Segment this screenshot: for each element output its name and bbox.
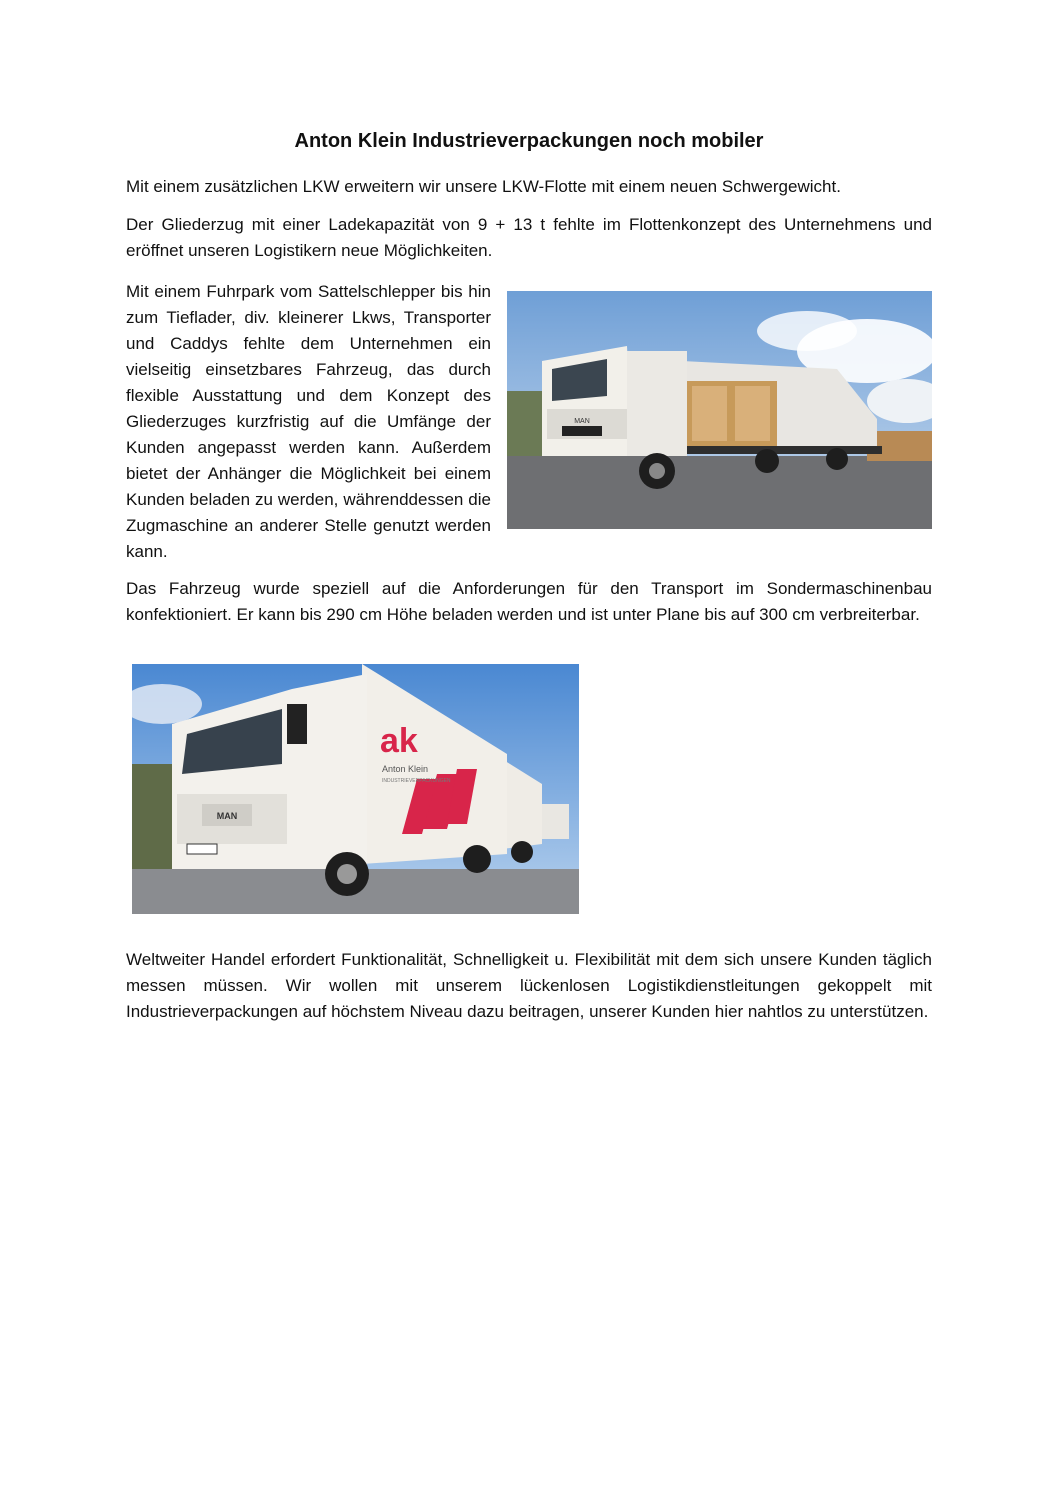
svg-text:MAN: MAN <box>216 811 238 821</box>
paragraph-fleet: Mit einem Fuhrpark vom Sattelschlepper bis hin zum Tieflader, div. kleinerer Lkws, Transporter und Caddys fehlte dem Unternehmen ein vielseitig einsetzbares Fahrzeug, das durch flexible Ausstattung und dem Konzept des Gliederzuges kurzfristig auf die Umfänge der Kunden angepasst werden kann. Außerdem bietet der Anhänger die Möglichkeit bei einem Kunden beladen zu werden, währenddessen die Zugmaschine an anderer Stelle genutzt werden kann. <box>126 282 491 561</box>
paragraph-intro: Mit einem zusätzlichen LKW erweitern wir unsere LKW-Flotte mit einem neuen Schwergewicht. <box>126 177 841 196</box>
ak-logo-name: Anton Klein <box>382 764 429 774</box>
photo-truck-closed-trailer <box>132 664 579 914</box>
ak-logo-mark: ak <box>380 722 418 760</box>
paragraph-fleet-block <box>126 279 932 565</box>
paragraph-specs: Das Fahrzeug wurde speziell auf die Anforderungen für den Transport im Sondermaschinenbau konfektioniert. Er kann bis 290 cm Höhe beladen werden und ist unter Plane bis auf 300 cm verbreiterbar. <box>126 579 932 624</box>
svg-text:MAN: MAN <box>574 418 590 425</box>
ak-logo-sub: INDUSTRIEVERPACKUNGEN <box>382 778 451 784</box>
photo-truck-open-curtain <box>507 291 932 529</box>
paragraph-capacity: Der Gliederzug mit einer Ladekapazität von 9 + 13 t fehlte im Flottenkonzept des Unternehmens und eröffnet unseren Logistikern neue Möglichkeiten. <box>126 215 932 260</box>
paragraph-closing: Weltweiter Handel erfordert Funktionalität, Schnelligkeit u. Flexibilität mit dem sich unsere Kunden täglich messen müssen. Wir wollen mit unserem lückenlosen Logistikdienstleitungen gekoppelt mit Industrieverpackungen auf höchstem Niveau dazu beitragen, unserer Kunden hier nahtlos zu unterstützen. <box>126 950 932 1021</box>
document-title: Anton Klein Industrieverpackungen noch mobiler <box>294 130 764 152</box>
